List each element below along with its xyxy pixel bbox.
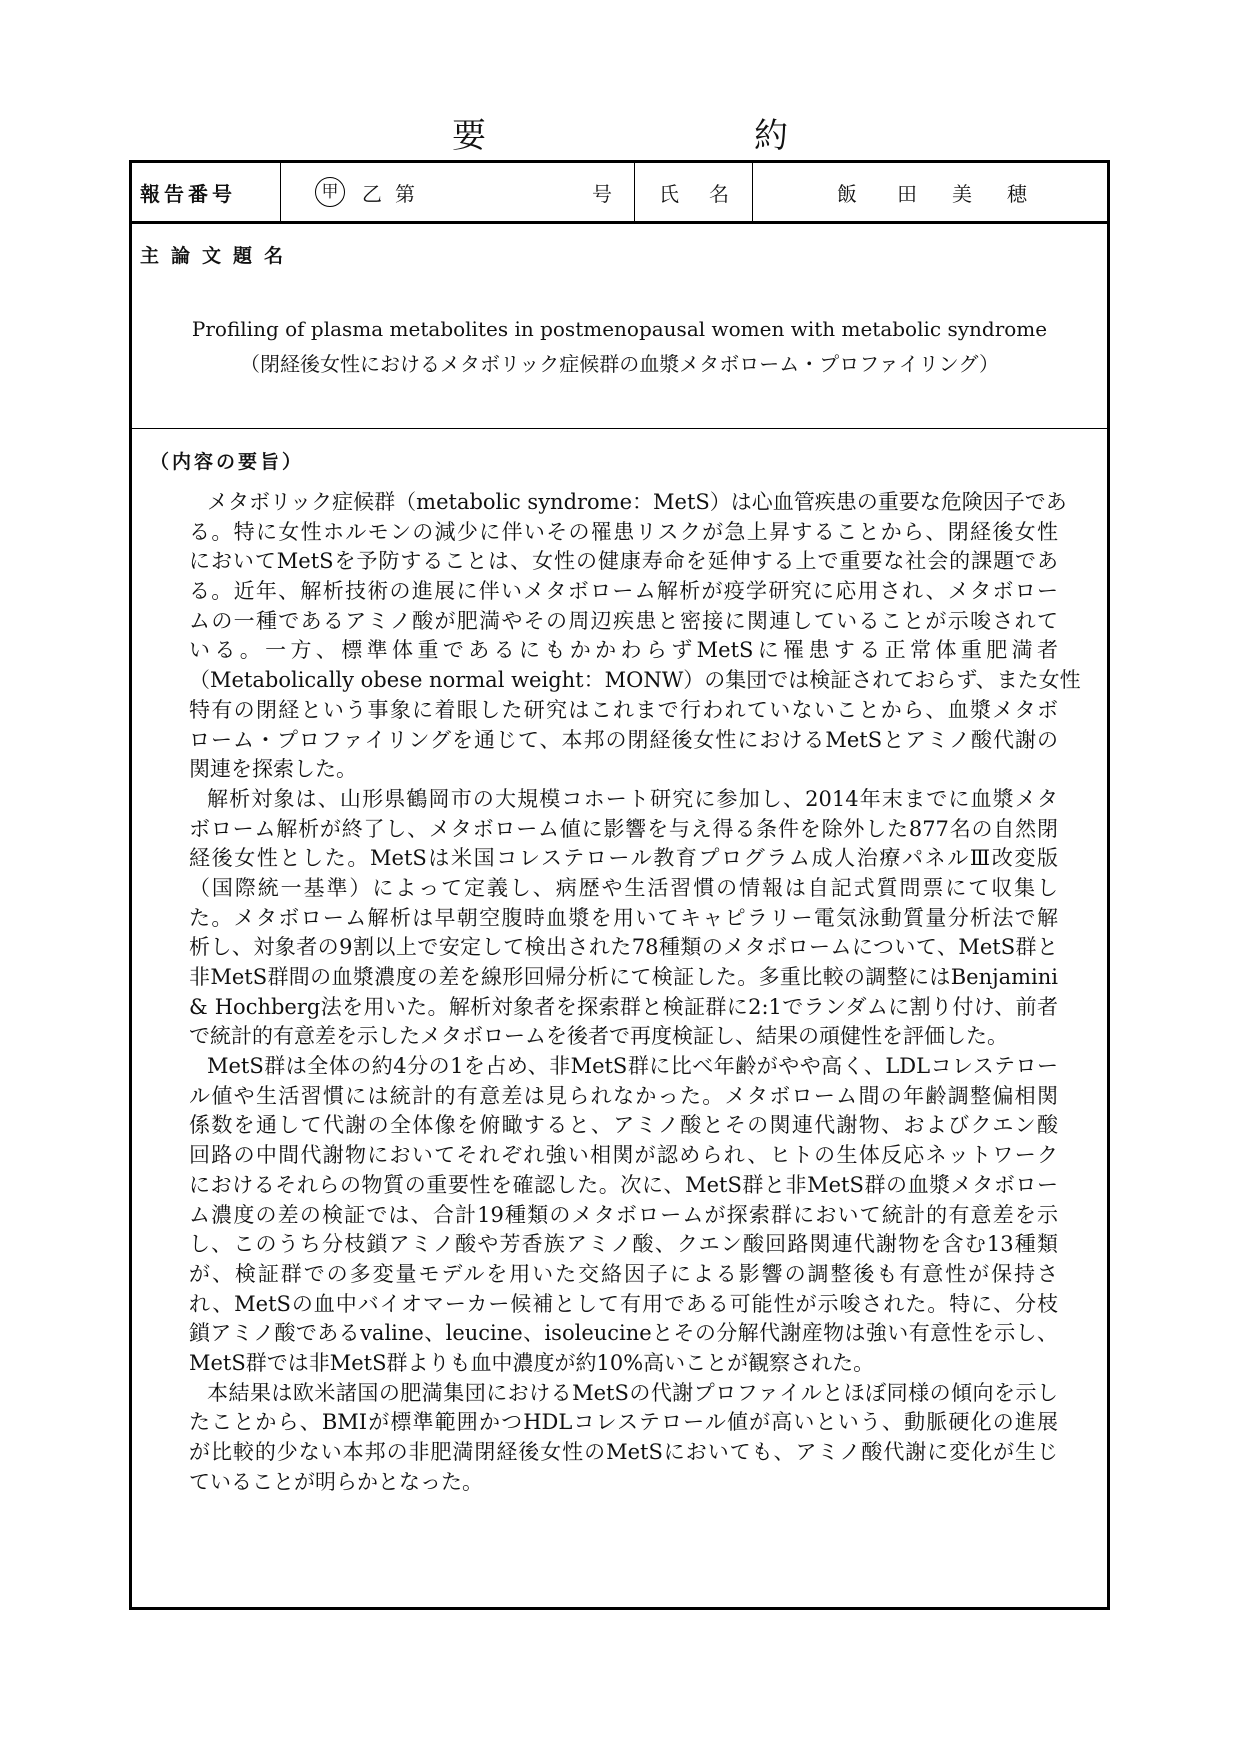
kou-circled: 甲 (315, 177, 345, 207)
divider (634, 163, 635, 221)
thesis-title-english: Profiling of plasma metabolites in postmenopausal women with metabolic syndrome (191, 317, 1048, 341)
thesis-title-label: 主論文題名 (140, 245, 296, 267)
summary-form (129, 160, 1110, 1610)
paragraph-line: ル値や生活習慣には統計的有意差は見られなかった。メタボローム間の年齢調整偏相関 (189, 1083, 1058, 1108)
paragraph-line: 経後女性とした。MetSは米国コレステロール教育プログラム成人治療パネルⅢ改変版 (189, 846, 1058, 871)
paragraph-line: MetS群では非MetS群よりも血中濃度が約10%高いことが観察された。 (189, 1350, 875, 1375)
paragraph-line: においてMetSを予防することは、女性の健康寿命を延伸する上で重要な社会的課題であ (189, 549, 1058, 574)
name-label-1: 氏 (659, 181, 679, 206)
paragraph-line: が比較的少ない本邦の非肥満閉経後女性のMetSにおいても、アミノ酸代謝に変化が生じ (189, 1440, 1058, 1464)
paragraph-line: れ、MetSの血中バイオマーカー候補として有用である可能性が示唆された。特に、分枝 (189, 1291, 1058, 1316)
divider (752, 163, 753, 221)
paragraph-line: し、このうち分枝鎖アミノ酸や芳香族アミノ酸、クエン酸回路関連代謝物を含む13種類 (189, 1232, 1058, 1257)
document-title-char-1: 要 (452, 116, 486, 156)
paragraph-line: ボローム解析が終了し、メタボローム値に影響を与え得る条件を除外した877名の自然閉 (189, 816, 1058, 841)
dai: 第 (395, 181, 415, 206)
otsu: 乙 (362, 181, 382, 206)
paragraph-line: る。特に女性ホルモンの減少に伴いその罹患リスクが急上昇することから、閉経後女性 (189, 519, 1058, 544)
paragraph-line: 回路の中間代謝物においてそれぞれ強い相関が認められ、ヒトの生体反応ネットワーク (189, 1143, 1058, 1168)
paragraph-line: 析し、対象者の9割以上で安定して検出された78種類のメタボロームについて、MetS群と (189, 935, 1058, 960)
report-number-row (132, 163, 1107, 224)
author-name-char: 飯 (837, 181, 857, 206)
paragraph-line: 本結果は欧米諸国の肥満集団におけるMetSの代謝プロファイルとほぼ同様の傾向を示し (207, 1380, 1058, 1405)
paragraph-line: ム濃度の差の検証では、合計19種類のメタボロームが探索群において統計的有意差を示 (189, 1202, 1058, 1227)
name-label-2: 名 (709, 181, 729, 206)
paragraph-line: メタボリック症候群（metabolic syndrome：MetS）は心血管疾患の重要な危険因子であ (207, 490, 1067, 514)
summary-label: （内容の要旨） (150, 451, 305, 473)
paragraph-line: る。近年、解析技術の進展に伴いメタボローム解析が疫学研究に応用され、メタボロー (189, 579, 1058, 604)
paragraph-line: ローム・プロファイリングを通じて、本邦の閉経後女性におけるMetSとアミノ酸代謝の (189, 727, 1058, 752)
paragraph-line: ていることが明らかとなった。 (189, 1469, 483, 1494)
gou: 号 (592, 181, 612, 206)
paragraph-line: MetS群は全体の約4分の1を占め、非MetS群に比べ年齢がやや高く、LDLコレステロー (207, 1054, 1058, 1079)
paragraph-line: たことから、BMIが標準範囲かつHDLコレステロール値が高いという、動脈硬化の進展 (189, 1410, 1058, 1435)
paragraph-line: が、検証群での多変量モデルを用いた交絡因子による影響の調整後も有意性が保持さ (189, 1261, 1058, 1286)
paragraph-line: 係数を通して代謝の全体像を俯瞰すると、アミノ酸とその関連代謝物、およびクエン酸 (189, 1113, 1058, 1138)
summary-paragraph (189, 785, 1058, 1052)
author-name-char: 美 (952, 181, 972, 206)
paragraph-line: 解析対象は、山形県鶴岡市の大規模コホート研究に参加し、2014年末までに血漿メタ (207, 786, 1058, 811)
paragraph-line: 鎖アミノ酸であるvaline、leucine、isoleucineとその分解代謝産物は強い有意性を示し、 (189, 1321, 1058, 1346)
paragraph-line: いる。一方、標準体重であるにもかかわらずMetSに罹患する正常体重肥満者 (189, 638, 1058, 663)
thesis-title-japanese: （閉経後女性におけるメタボリック症候群の血漿メタボローム・プロファイリング） (240, 352, 999, 376)
paragraph-line: た。メタボローム解析は早朝空腹時血漿を用いてキャピラリー電気泳動質量分析法で解 (189, 905, 1058, 930)
author-name-char: 穂 (1007, 181, 1027, 206)
paragraph-line: （Metabolically obese normal weight：MONW）の集団では検証されておらず、また女性 (189, 668, 1081, 693)
report-number-label: 報告番号 (140, 181, 236, 206)
document-title-char-2: 約 (754, 116, 788, 156)
paragraph-line: ムの一種であるアミノ酸が肥満やその周辺疾患と密接に関連していることが示唆されて (189, 608, 1058, 633)
paragraph-line: 非MetS群間の血漿濃度の差を線形回帰分析にて検証した。多重比較の調整にはBenjamini (189, 965, 1058, 989)
paragraph-line: で統計的有意差を示したメタボロームを後者で再度検証し、結果の頑健性を評価した。 (189, 1024, 1008, 1049)
paragraph-line: & Hochberg法を用いた。解析対象者を探索群と検証群に2:1でランダムに割り付け、前者 (189, 994, 1058, 1019)
paragraph-line: （国際統一基準）によって定義し、病歴や生活習慣の情報は自記式質問票にて収集し (189, 875, 1058, 900)
summary-paragraph (189, 488, 1081, 785)
paragraph-line: 関連を探索した。 (189, 757, 357, 782)
summary-body (189, 488, 1081, 1497)
summary-paragraph (189, 1052, 1058, 1379)
author-name-char: 田 (897, 181, 917, 206)
paragraph-line: におけるそれらの物質の重要性を確認した。次に、MetS群と非MetS群の血漿メタボロー (189, 1172, 1058, 1197)
summary-paragraph (189, 1379, 1058, 1498)
paragraph-line: 特有の閉経という事象に着眼した研究はこれまで行われていないことから、血漿メタボ (189, 697, 1058, 722)
section-divider (132, 428, 1107, 429)
divider (280, 163, 281, 221)
